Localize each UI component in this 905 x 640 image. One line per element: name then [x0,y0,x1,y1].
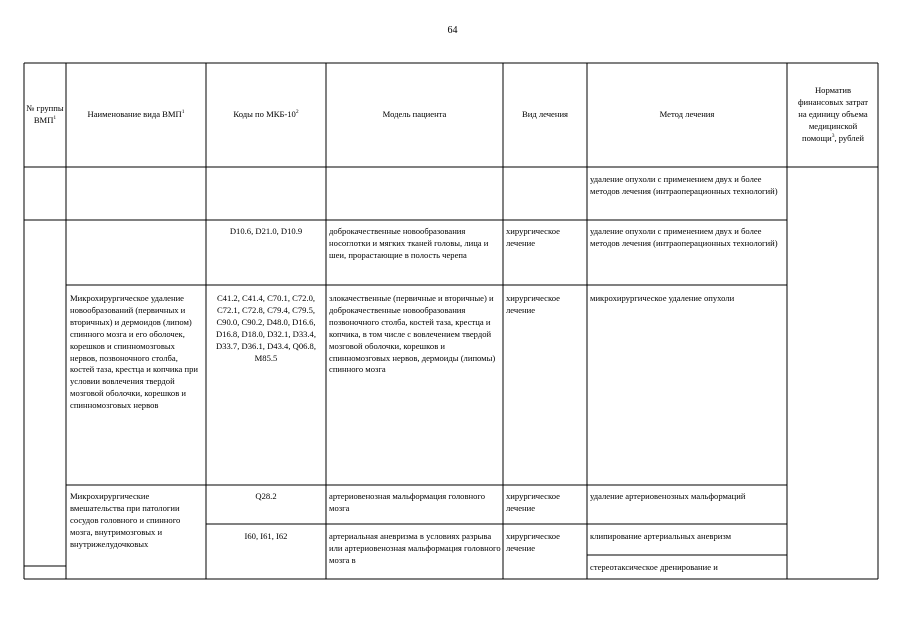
header-treatment-type: Вид лечения [521,109,569,120]
row-method: удаление опухоли с применением двух и более методов лечения (интраоперационных технологий) [590,226,778,248]
row-treatment-type: хирургическое лечение [506,491,560,513]
row-codes: C41.2, C41.4, C70.1, C72.0, C72.1, C72.8, C79.4, C79.5, C90.0, C90.2, D48.0, D16.6, D16.8, D18.0, D32.1, D33.4, D33.7, D36.1, D43.4, Q06.8, M85.5 [215,293,317,363]
row-method-continued: стереотаксическое дренирование и [590,562,718,572]
header-vmp-name: Наименование вида ВМП$^1$ [87,109,185,120]
row-codes: Q28.2 [255,491,277,501]
row-method: микрохирургическое удаление опухоли [590,293,735,303]
row-method: удаление опухоли с применением двух и более методов лечения (интраоперационных технологий) [590,174,778,196]
header-group-no: № группы ВМП$^1$ [26,103,64,125]
row-treatment-type: хирургическое лечение [506,226,560,248]
row-treatment-type: хирургическое лечение [506,531,560,553]
header-treatment-method: Метод лечения [659,109,715,120]
header-norm: Норматив финансовых затрат на единицу объема медицинской помощи$^3$, рублей [797,85,869,143]
row-patient-model: доброкачественные новообразования носоглотки и мягких тканей головы, лица и шеи, прорастающие в полость черепа [329,226,489,260]
row-treatment-type: хирургическое лечение [506,293,560,315]
row-codes: I60, I61, I62 [244,531,288,541]
row-vmp-name: Микрохирургическое удаление новообразований (первичных и вторичных) и дермоидов (липом) спинного мозга и его оболочек, корешков и спинномозговых нервов, позвоночного столба, костей таза, крестца и копчика при условии вовлечения твердой мозговой оболочки, корешков и спинномозговых нервов [70,293,198,411]
header-mkb-codes: Коды по МКБ-$10^2$ [233,109,299,120]
row-patient-model: артериовенозная мальформация головного мозга [329,491,486,513]
page-number: 64 [447,25,458,36]
row-patient-model: артериальная аневризма в условиях разрыва или артериовенозная мальформация головного мозга в [329,531,501,565]
row-codes: D10.6, D21.0, D10.9 [229,226,303,236]
row-method: клипирование артериальных аневризм [590,531,732,541]
row-patient-model: злокачественные (первичные и вторичные) и доброкачественные новообразования позвоночного столба, костей таза, крестца и копчика, в том числе с вовлечением твердой мозговой оболочки, корешков и спинномозговых нервов, дермоиды (липомы) спинного мозга [329,293,496,375]
row-method: удаление артериовенозных мальформаций [590,491,746,501]
header-patient-model: Модель пациента [382,109,447,120]
row-vmp-name: Микрохирургические вмешательства при патологии сосудов головного и спинного мозга, внутримозговых и внутрижелудочковых [70,491,181,549]
